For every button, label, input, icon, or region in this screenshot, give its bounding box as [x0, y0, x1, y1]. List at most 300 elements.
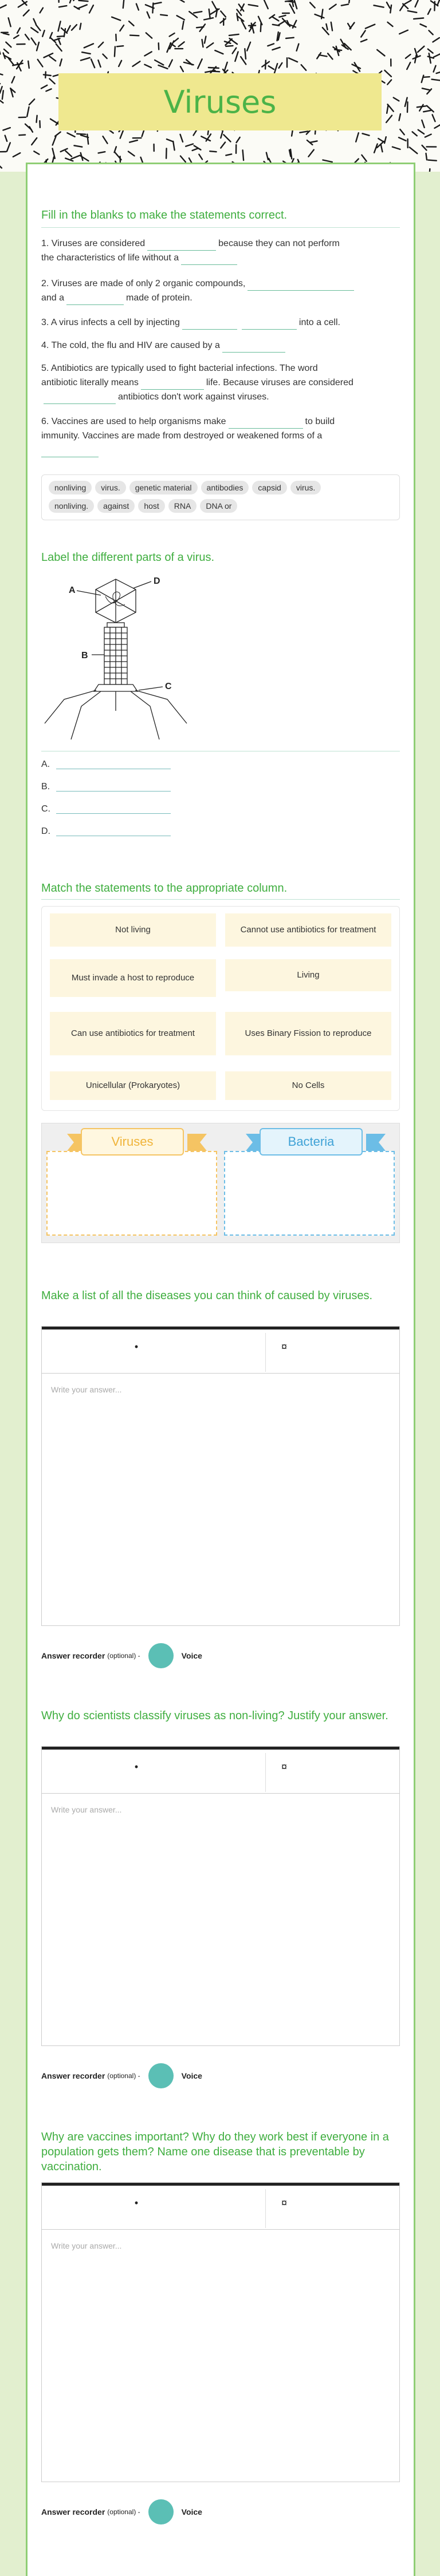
confetti-stroke	[405, 98, 407, 106]
fill-heading: Fill in the blanks to make the statements correct.	[41, 209, 288, 221]
confetti-stroke	[12, 77, 15, 83]
confetti-stroke	[378, 139, 383, 141]
worksheet	[26, 163, 415, 2576]
confetti-stroke	[301, 65, 307, 70]
confetti-stroke	[166, 148, 167, 158]
blank-input[interactable]	[182, 319, 237, 330]
confetti-stroke	[209, 9, 210, 19]
match-card[interactable]: Living	[225, 959, 391, 991]
voice-label: Voice	[181, 1651, 202, 1660]
confetti-stroke	[406, 54, 411, 58]
confetti-stroke	[144, 65, 151, 68]
confetti-stroke	[169, 60, 172, 67]
confetti-stroke	[422, 76, 424, 82]
confetti-stroke	[119, 61, 121, 66]
confetti-stroke	[264, 0, 268, 9]
confetti-stroke	[429, 169, 430, 172]
confetti-stroke	[429, 53, 431, 63]
confetti-stroke	[272, 48, 280, 50]
confetti-stroke	[434, 66, 436, 72]
word-bank	[41, 474, 400, 520]
confetti-stroke	[37, 42, 39, 51]
word-chip[interactable]: capsid	[252, 481, 286, 494]
confetti-stroke	[361, 31, 365, 37]
answer-recorder: Answer recorder (optional) - Voice	[41, 2499, 202, 2524]
hero-banner	[0, 0, 440, 172]
title-box	[58, 73, 382, 130]
confetti-stroke	[225, 62, 227, 71]
word-chip[interactable]: virus.	[290, 481, 321, 494]
confetti-stroke	[120, 130, 123, 139]
confetti-stroke	[38, 60, 43, 67]
confetti-stroke	[71, 156, 80, 159]
blank-input[interactable]	[222, 342, 285, 353]
confetti-stroke	[70, 0, 73, 3]
confetti-stroke	[170, 33, 175, 37]
word-chip[interactable]: nonliving.	[49, 499, 94, 513]
confetti-stroke	[123, 0, 124, 8]
confetti-stroke	[415, 1, 418, 7]
confetti-stroke	[74, 145, 82, 147]
confetti-stroke	[212, 2, 217, 10]
confetti-stroke	[366, 25, 375, 29]
confetti-stroke	[419, 105, 423, 111]
match-heading: Match the statements to the appropriate column.	[41, 882, 288, 895]
confetti-stroke	[2, 90, 3, 99]
ribbon-right-icon	[366, 1134, 386, 1151]
confetti-stroke	[6, 42, 11, 48]
confetti-stroke	[199, 155, 202, 160]
confetti-stroke	[410, 147, 418, 153]
confetti-stroke	[31, 27, 38, 32]
confetti-stroke	[80, 23, 81, 29]
confetti-stroke	[237, 137, 240, 143]
confetti-stroke	[361, 39, 367, 42]
confetti-stroke	[329, 5, 336, 9]
confetti-stroke	[421, 24, 427, 27]
question-4: 4. The cold, the flu and HIV are caused by a	[41, 338, 400, 353]
diagram-letter-b: B	[81, 651, 88, 660]
confetti-stroke	[202, 39, 203, 47]
drop-zone-bacteria[interactable]	[224, 1151, 395, 1236]
confetti-stroke	[89, 5, 93, 13]
word-chip[interactable]: nonliving	[49, 481, 92, 494]
question-2: 2. Viruses are made of only 2 organic compounds, and a made of protein.	[41, 276, 400, 305]
record-button[interactable]	[148, 1643, 174, 1668]
confetti-stroke	[399, 137, 406, 141]
question-list-heading: Make a list of all the diseases you can think of caused by viruses.	[41, 1289, 373, 1302]
answer-placeholder: Write your answer...	[51, 1805, 122, 1814]
confetti-stroke	[418, 46, 424, 52]
answer-placeholder: Write your answer...	[51, 1385, 122, 1394]
confetti-stroke	[159, 65, 168, 69]
confetti-stroke	[53, 136, 56, 145]
confetti-stroke	[412, 132, 417, 136]
match-card[interactable]: Cannot use antibiotics for treatment	[225, 913, 391, 947]
confetti-stroke	[129, 21, 134, 26]
confetti-stroke	[279, 15, 285, 17]
confetti-stroke	[67, 133, 74, 137]
confetti-stroke	[180, 156, 186, 163]
confetti-stroke	[428, 160, 437, 161]
match-card[interactable]: Not living	[50, 913, 216, 947]
confetti-stroke	[405, 1, 411, 4]
word-chip[interactable]: against	[97, 499, 135, 513]
confetti-stroke	[377, 50, 384, 56]
confetti-stroke	[50, 56, 56, 61]
question-5: 5. Antibiotics are typically used to fight bacterial infections. The word antibiotic literally means life. Because viruses are considered antibiotics don't work against viruses.	[41, 361, 400, 404]
bullet-list-icon[interactable]: •	[134, 1341, 139, 1352]
confetti-stroke	[60, 59, 62, 66]
confetti-stroke	[243, 150, 244, 160]
confetti-stroke	[77, 5, 87, 9]
confetti-stroke	[25, 124, 32, 130]
confetti-stroke	[418, 130, 424, 134]
confetti-stroke	[198, 59, 202, 68]
confetti-stroke	[210, 151, 216, 152]
confetti-stroke	[362, 155, 366, 161]
match-card[interactable]: No Cells	[225, 1071, 391, 1100]
confetti-stroke	[0, 5, 6, 9]
bullet-list-icon[interactable]: •	[134, 1761, 139, 1772]
blank-input[interactable]	[181, 254, 237, 265]
question-1: 1. Viruses are considered because they can not perform the characteristics of life without a	[41, 236, 400, 265]
diagram-letter-a: A	[69, 585, 76, 595]
confetti-stroke	[144, 52, 151, 56]
confetti-stroke	[278, 21, 285, 25]
confetti-stroke	[120, 25, 124, 31]
blank-input[interactable]	[242, 319, 297, 330]
category-bacteria: Bacteria	[260, 1128, 363, 1156]
confetti-stroke	[136, 4, 139, 10]
confetti-stroke	[388, 22, 393, 26]
confetti-stroke	[98, 60, 100, 67]
answer-recorder: Answer recorder (optional) - Voice	[41, 2063, 202, 2088]
special-char-icon[interactable]: ¤	[281, 1341, 287, 1352]
question-6: 6. Vaccines are used to help organisms make to build immunity. Vaccines are made from destroyed or weakened forms of a	[41, 414, 400, 457]
confetti-stroke	[0, 86, 2, 93]
match-card[interactable]: Uses Binary Fission to reproduce	[225, 1012, 391, 1055]
question-vaccine-heading: Why are vaccines important? Why do they work best if everyone in a population gets them? Name one disease that is preventable by vaccination.	[41, 2131, 389, 2173]
confetti-stroke	[0, 73, 3, 75]
confetti-stroke	[326, 24, 327, 30]
confetti-stroke	[36, 25, 41, 30]
confetti-stroke	[394, 98, 399, 101]
confetti-stroke	[152, 3, 153, 13]
confetti-stroke	[294, 1, 297, 9]
confetti-stroke	[133, 61, 140, 66]
confetti-stroke	[44, 74, 51, 76]
confetti-stroke	[417, 106, 426, 107]
confetti-stroke	[205, 37, 206, 43]
label-input[interactable]	[56, 791, 171, 792]
special-char-icon[interactable]: ¤	[281, 1761, 287, 1772]
word-chip[interactable]: RNA	[168, 499, 197, 513]
confetti-stroke	[204, 18, 213, 19]
confetti-stroke	[41, 85, 47, 89]
confetti-stroke	[223, 134, 230, 141]
blank-input[interactable]	[229, 418, 303, 429]
confetti-stroke	[387, 105, 388, 113]
editor-toolbar	[42, 2183, 399, 2230]
toolbar-separator	[265, 1753, 266, 1792]
diagram-letter-c: D	[154, 576, 160, 586]
confetti-stroke	[319, 55, 327, 57]
confetti-stroke	[384, 70, 391, 77]
confetti-stroke	[176, 0, 184, 2]
confetti-stroke	[65, 151, 72, 157]
confetti-stroke	[25, 34, 29, 39]
confetti-stroke	[233, 48, 237, 54]
match-card-pool	[41, 906, 400, 1111]
confetti-stroke	[221, 11, 226, 17]
label-row-c: C.	[41, 804, 50, 814]
match-card[interactable]: Can use antibiotics for treatment	[50, 1012, 216, 1055]
match-categories	[41, 1123, 400, 1243]
confetti-stroke	[415, 55, 417, 62]
confetti-stroke	[428, 9, 431, 14]
voice-label: Voice	[181, 2507, 202, 2516]
blank-input[interactable]	[66, 294, 124, 305]
confetti-stroke	[59, 6, 66, 7]
confetti-stroke	[274, 64, 277, 73]
confetti-stroke	[154, 2, 161, 4]
confetti-stroke	[273, 17, 279, 21]
confetti-stroke	[279, 63, 282, 68]
confetti-stroke	[392, 147, 400, 149]
confetti-stroke	[17, 28, 20, 33]
virus-diagram	[41, 573, 225, 762]
confetti-stroke	[400, 129, 404, 134]
confetti-stroke	[422, 120, 424, 128]
confetti-stroke	[331, 22, 332, 31]
special-char-icon[interactable]: ¤	[281, 2197, 287, 2209]
confetti-stroke	[32, 38, 36, 45]
confetti-stroke	[3, 128, 10, 130]
answer-placeholder: Write your answer...	[51, 2241, 122, 2250]
confetti-stroke	[147, 12, 150, 18]
confetti-stroke	[7, 143, 10, 151]
bullet-list-icon[interactable]: •	[134, 2197, 139, 2209]
confetti-stroke	[129, 140, 138, 143]
confetti-stroke	[384, 137, 386, 143]
confetti-stroke	[399, 30, 408, 34]
confetti-stroke	[408, 11, 417, 13]
label-input[interactable]	[56, 813, 171, 814]
confetti-stroke	[179, 42, 184, 46]
confetti-stroke	[297, 44, 299, 51]
confetti-stroke	[437, 0, 440, 5]
confetti-stroke	[210, 9, 219, 14]
confetti-stroke	[128, 152, 135, 156]
confetti-stroke	[428, 49, 433, 53]
confetti-stroke	[423, 110, 431, 112]
answer-editor[interactable]	[41, 1326, 400, 1626]
confetti-stroke	[310, 2, 315, 7]
confetti-stroke	[194, 11, 202, 13]
confetti-stroke	[300, 131, 308, 132]
confetti-stroke	[289, 58, 297, 62]
confetti-stroke	[400, 5, 403, 11]
confetti-stroke	[356, 133, 359, 142]
blank-input[interactable]	[141, 379, 204, 390]
confetti-stroke	[9, 18, 11, 26]
confetti-stroke	[3, 33, 9, 35]
confetti-stroke	[34, 151, 39, 154]
label-heading: Label the different parts of a virus.	[41, 551, 215, 564]
confetti-stroke	[13, 153, 21, 157]
confetti-stroke	[84, 43, 93, 48]
toolbar-separator	[265, 2189, 266, 2228]
confetti-stroke	[112, 17, 120, 21]
ribbon-right-icon	[187, 1134, 207, 1151]
confetti-stroke	[407, 62, 410, 69]
voice-label: Voice	[181, 2071, 202, 2080]
confetti-stroke	[403, 4, 408, 9]
confetti-stroke	[363, 133, 370, 135]
confetti-stroke	[167, 139, 173, 141]
record-button[interactable]	[148, 2499, 174, 2524]
confetti-stroke	[349, 0, 350, 3]
confetti-stroke	[266, 153, 268, 160]
confetti-stroke	[186, 144, 193, 147]
confetti-stroke	[192, 148, 198, 151]
confetti-stroke	[269, 66, 274, 69]
confetti-stroke	[0, 163, 2, 168]
confetti-stroke	[247, 42, 250, 51]
confetti-stroke	[81, 58, 90, 61]
blank-input[interactable]	[147, 240, 216, 251]
confetti-stroke	[173, 141, 174, 150]
confetti-stroke	[407, 102, 408, 112]
blank-input[interactable]	[247, 280, 354, 291]
confetti-stroke	[292, 130, 293, 136]
word-chip[interactable]: DNA or	[200, 499, 237, 513]
confetti-stroke	[422, 145, 427, 151]
confetti-stroke	[103, 54, 107, 59]
confetti-stroke	[3, 53, 5, 59]
confetti-stroke	[374, 5, 384, 7]
confetti-stroke	[55, 132, 61, 136]
page-title: Viruses	[163, 84, 277, 120]
confetti-stroke	[103, 136, 108, 144]
confetti-stroke	[207, 43, 214, 48]
confetti-stroke	[46, 89, 51, 91]
divider	[41, 899, 400, 900]
blank-input[interactable]	[41, 446, 99, 457]
confetti-stroke	[50, 119, 59, 124]
confetti-stroke	[237, 14, 238, 21]
confetti-stroke	[433, 114, 435, 121]
drop-zone-viruses[interactable]	[46, 1151, 217, 1236]
label-row-d: D.	[41, 826, 50, 837]
confetti-stroke	[34, 19, 36, 25]
record-button[interactable]	[148, 2063, 174, 2088]
confetti-stroke	[435, 124, 440, 128]
confetti-stroke	[130, 35, 139, 36]
confetti-stroke	[341, 4, 348, 5]
confetti-stroke	[308, 150, 313, 157]
confetti-stroke	[387, 2, 390, 8]
confetti-stroke	[99, 152, 105, 153]
confetti-stroke	[58, 38, 61, 44]
confetti-stroke	[82, 52, 91, 54]
word-chip[interactable]: antibodies	[201, 481, 249, 494]
confetti-stroke	[58, 21, 61, 31]
confetti-stroke	[99, 42, 103, 48]
confetti-stroke	[428, 57, 434, 58]
confetti-stroke	[245, 49, 246, 59]
divider	[41, 227, 400, 228]
answer-editor[interactable]	[41, 2182, 400, 2482]
confetti-stroke	[27, 107, 29, 117]
confetti-stroke	[221, 131, 223, 138]
confetti-stroke	[311, 141, 317, 142]
confetti-stroke	[72, 25, 77, 30]
confetti-stroke	[229, 34, 239, 35]
confetti-stroke	[42, 30, 44, 37]
confetti-stroke	[235, 52, 238, 62]
confetti-stroke	[49, 79, 54, 84]
confetti-stroke	[390, 5, 391, 13]
confetti-stroke	[433, 38, 439, 42]
confetti-stroke	[422, 88, 430, 90]
confetti-stroke	[434, 54, 440, 57]
editor-toolbar	[42, 1747, 399, 1794]
confetti-stroke	[429, 30, 433, 34]
confetti-stroke	[32, 138, 37, 145]
question-nonliving-heading: Why do scientists classify viruses as non-living? Justify your answer.	[41, 1710, 388, 1722]
confetti-stroke	[29, 99, 34, 105]
confetti-stroke	[146, 33, 152, 38]
match-card[interactable]: Must invade a host to reproduce	[50, 959, 216, 997]
word-chip[interactable]: genetic material	[129, 481, 198, 494]
blank-input[interactable]	[44, 393, 116, 404]
confetti-stroke	[268, 43, 274, 46]
confetti-stroke	[381, 144, 383, 152]
question-3: 3. A virus infects a cell by injecting into a cell.	[41, 315, 400, 330]
confetti-stroke	[323, 160, 332, 163]
confetti-stroke	[414, 18, 423, 19]
word-chip[interactable]: virus.	[95, 481, 125, 494]
confetti-stroke	[56, 44, 62, 51]
confetti-stroke	[57, 36, 64, 37]
editor-toolbar	[42, 1327, 399, 1374]
toolbar-separator	[265, 1333, 266, 1372]
confetti-stroke	[350, 23, 355, 29]
confetti-stroke	[5, 136, 7, 141]
confetti-stroke	[399, 114, 400, 120]
confetti-stroke	[40, 8, 43, 13]
confetti-stroke	[180, 66, 183, 72]
confetti-stroke	[426, 153, 427, 160]
match-card[interactable]: Unicellular (Prokaryotes)	[50, 1071, 216, 1100]
confetti-stroke	[91, 59, 95, 68]
diagram-letter-d: C	[165, 682, 172, 691]
confetti-stroke	[14, 35, 18, 38]
confetti-stroke	[387, 80, 391, 85]
answer-editor[interactable]	[41, 1746, 400, 2046]
confetti-stroke	[328, 53, 332, 59]
confetti-stroke	[249, 5, 258, 6]
word-chip[interactable]: host	[138, 499, 164, 513]
confetti-stroke	[434, 2, 435, 11]
confetti-stroke	[155, 60, 163, 65]
confetti-stroke	[115, 147, 116, 152]
confetti-stroke	[221, 143, 225, 148]
confetti-stroke	[23, 10, 29, 16]
confetti-stroke	[180, 134, 183, 142]
